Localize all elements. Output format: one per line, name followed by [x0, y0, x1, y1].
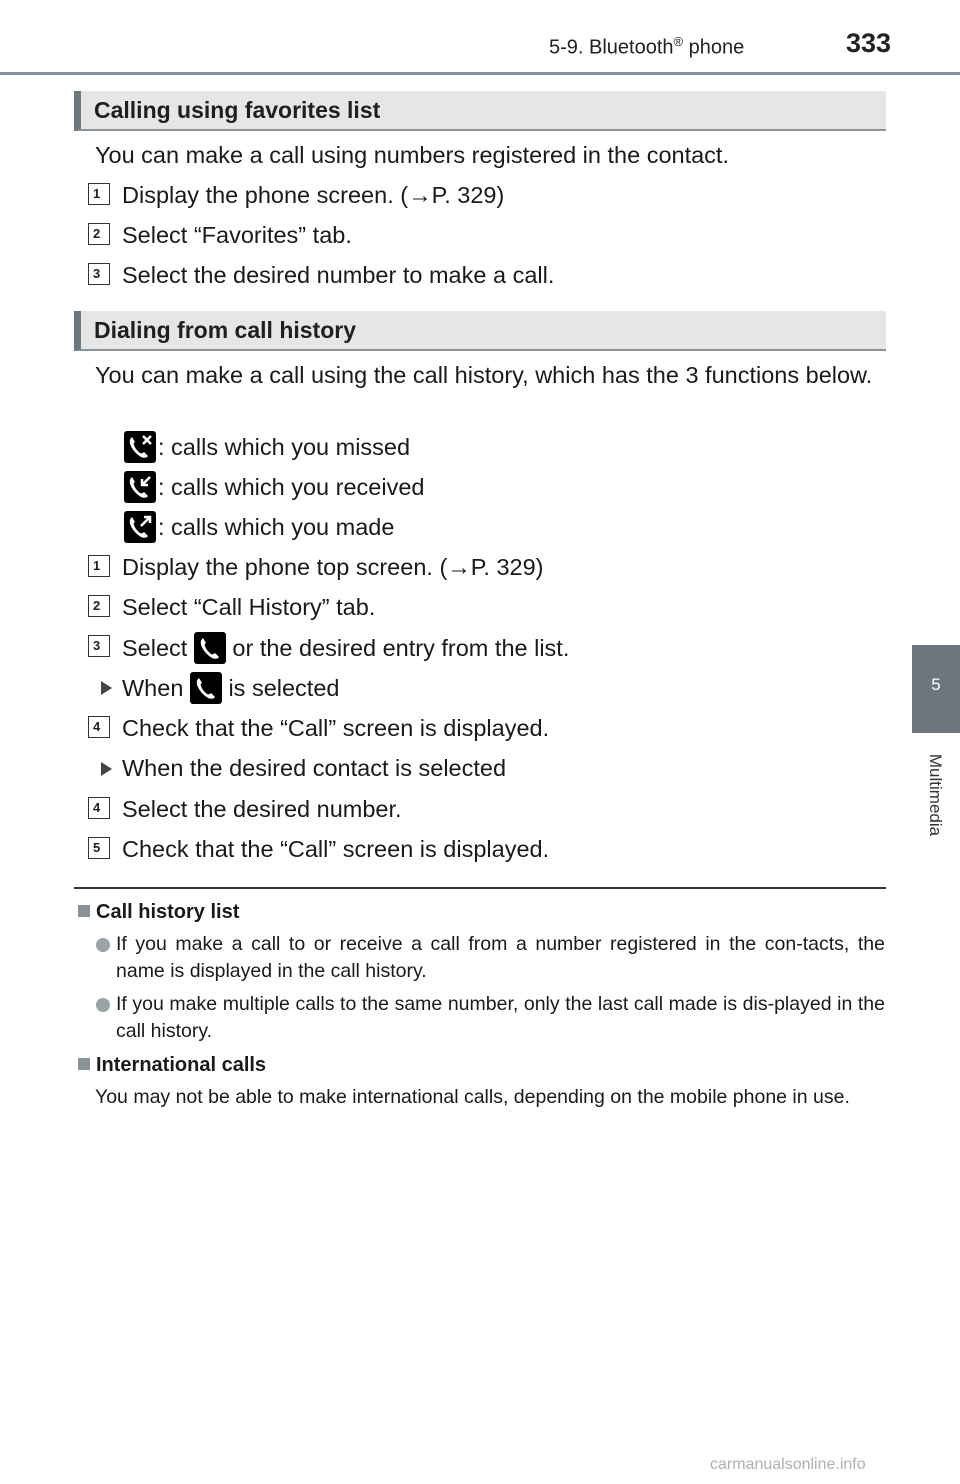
step-number: 5 [88, 837, 110, 859]
square-bullet-icon [78, 1058, 90, 1070]
step-text: Select “Favorites” tab. [122, 222, 352, 248]
step-number: 4 [88, 797, 110, 819]
chapter-label: Multimedia [926, 753, 945, 837]
step-text: Check that the “Call” screen is displayed. [122, 715, 550, 741]
history-heading-bar [74, 311, 886, 351]
step-text: Display the phone screen. (→P. 329) [122, 182, 505, 208]
step-text: Check that the “Call” screen is displayed. [122, 836, 550, 862]
square-bullet-icon [78, 905, 90, 917]
step-text: Display the phone top screen. (→P. 329) [122, 554, 544, 580]
round-bullet-icon [96, 938, 110, 952]
arrow-bullet-icon [101, 681, 112, 695]
step-text: Select the desired number to make a call. [122, 262, 555, 288]
favorites-intro: You can make a call using numbers registered in the contact. [95, 142, 729, 168]
function-text: : calls which you missed [158, 434, 411, 460]
case-text: When is selected [122, 674, 339, 706]
step-text: Select “Call History” tab. [122, 594, 376, 620]
function-text: : calls which you made [158, 514, 395, 540]
step-text: Select the desired number. [122, 796, 402, 822]
step-number: 4 [88, 716, 110, 738]
chapter-tab: 5 [912, 645, 960, 733]
step-number: 1 [88, 183, 110, 205]
phone-icon [190, 672, 222, 704]
history-heading: Dialing from call history [94, 317, 356, 343]
missed-call-icon [124, 431, 156, 463]
favorites-heading: Calling using favorites list [94, 97, 381, 123]
note-text: If you make a call to or receive a call from a number registered in the con-tacts, the name is displayed in the call history. [116, 933, 885, 982]
notes-divider [74, 887, 886, 889]
header-rule [0, 72, 960, 75]
arrow-bullet-icon [101, 762, 112, 776]
step-text: Select or the desired entry from the list. [122, 634, 569, 666]
section-title: 5-9. Bluetooth® phone [549, 34, 745, 59]
step-number: 2 [88, 595, 110, 617]
watermark: carmanualsonline.info [710, 1456, 866, 1473]
function-text: : calls which you received [158, 474, 425, 500]
case-text: When the desired contact is selected [122, 755, 507, 781]
step-number: 1 [88, 555, 110, 577]
step-number: 3 [88, 635, 110, 657]
note-heading: International calls [78, 1054, 266, 1077]
outgoing-call-icon [124, 511, 156, 543]
received-call-icon [124, 471, 156, 503]
page-number: 333 [846, 28, 892, 58]
note-text: If you make multiple calls to the same number, only the last call made is dis-played in the call history. [116, 993, 885, 1042]
phone-icon [194, 632, 226, 664]
round-bullet-icon [96, 998, 110, 1012]
note-heading: Call history list [78, 901, 239, 924]
step-number: 2 [88, 223, 110, 245]
history-intro: You can make a call using the call history, which has the 3 functions below. [95, 362, 873, 388]
note-text: You may not be able to make international calls, depending on the mobile phone in use. [95, 1086, 850, 1108]
favorites-heading-bar [74, 91, 886, 131]
step-number: 3 [88, 263, 110, 285]
